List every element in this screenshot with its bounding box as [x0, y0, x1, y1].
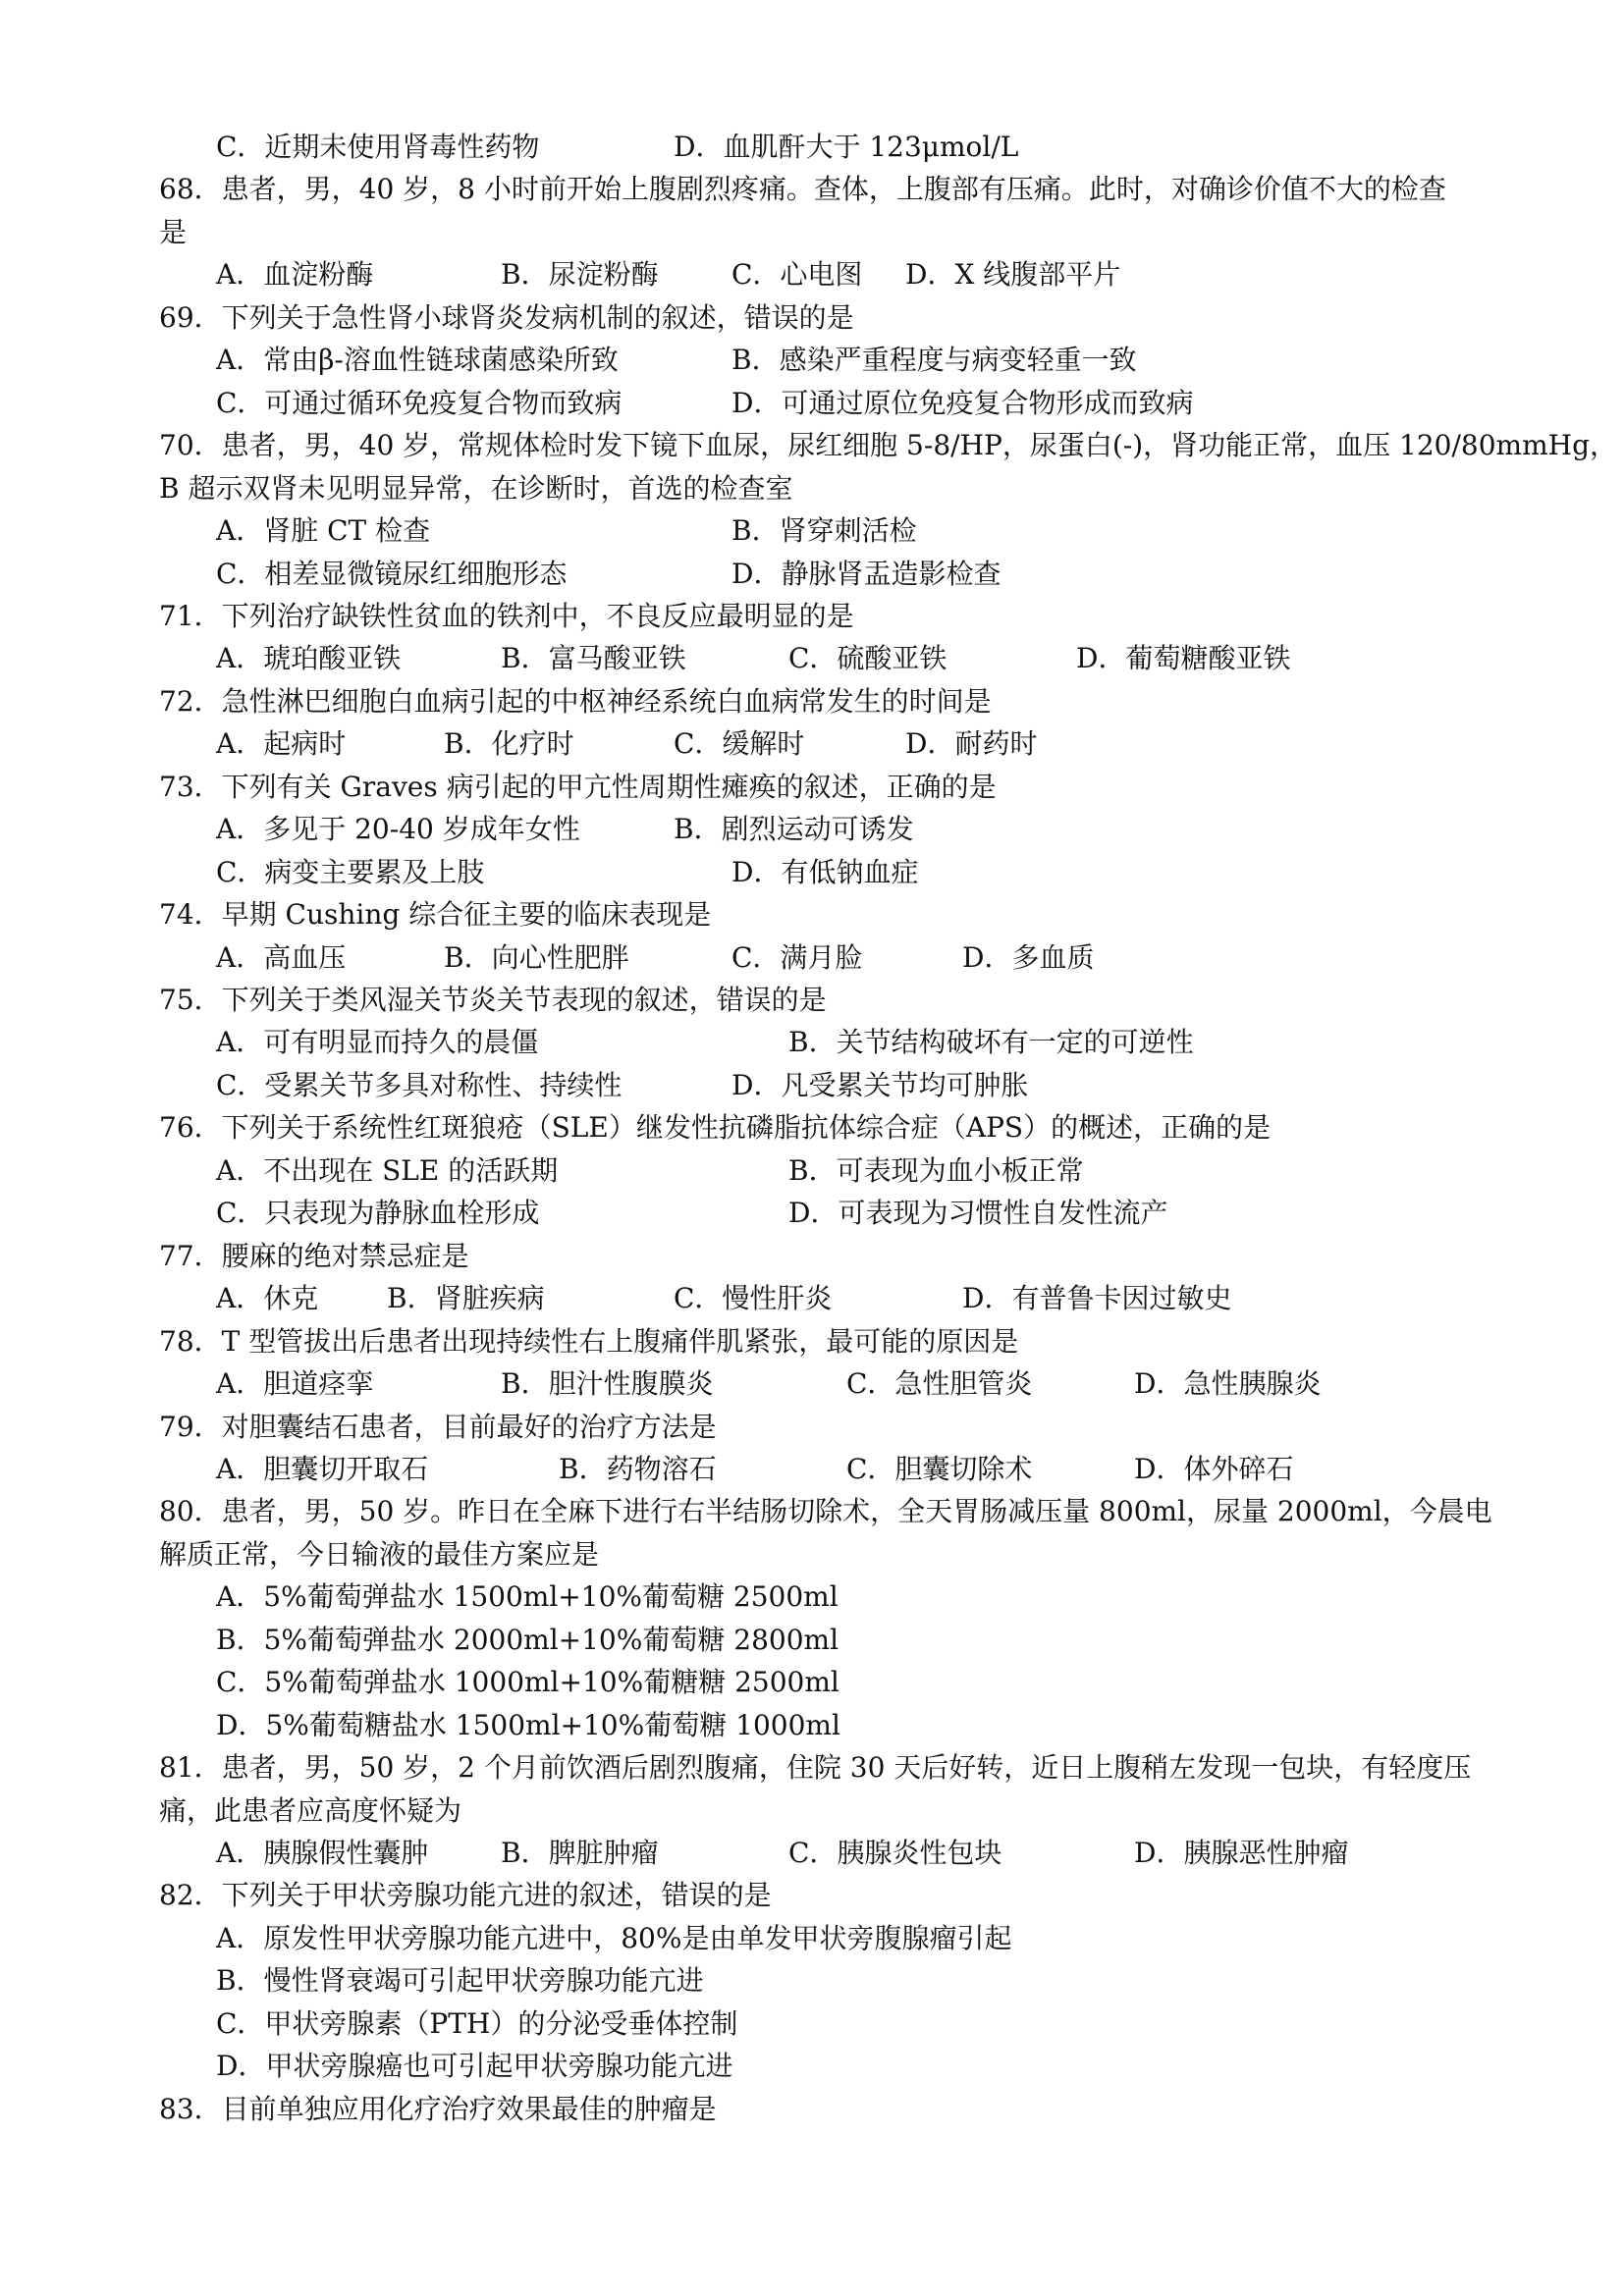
answer-option: B．肾脏疾病	[387, 1282, 545, 1315]
answer-option: A．琥珀酸亚铁	[216, 642, 402, 675]
question-line: 83．目前单独应用化疗治疗效果最佳的肿瘤是	[159, 2092, 717, 2125]
answer-option: C．相差显微镜尿红细胞形态	[216, 557, 568, 590]
answer-option: B．剧烈运动可诱发	[674, 813, 914, 846]
answer-option: B．慢性肾衰竭可引起甲状旁腺功能亢进	[216, 1964, 704, 1998]
answer-option: B．富马酸亚铁	[501, 642, 686, 675]
question-line: 痛，此患者应高度怀疑为	[159, 1793, 462, 1827]
question-line: 72．急性淋巴细胞白血病引起的中枢神经系统白血病常发生的时间是	[159, 684, 992, 718]
answer-option: A．休克	[216, 1282, 319, 1315]
question-line: 73．下列有关 Graves 病引起的甲亢性周期性瘫痪的叙述，正确的是	[159, 770, 997, 803]
answer-option: A．常由β-溶血性链球菌感染所致	[216, 344, 619, 377]
answer-option: D．有低钠血症	[731, 855, 919, 888]
answer-option: C．慢性肝炎	[674, 1282, 833, 1315]
answer-option: D．5%葡萄糖盐水 1500ml+10%葡萄糖 1000ml	[216, 1708, 840, 1741]
answer-option: C．近期未使用肾毒性药物	[216, 131, 540, 163]
answer-option: C．受累关节多具对称性、持续性	[216, 1068, 623, 1101]
answer-option: D．血肌酐大于 123μmol/L	[674, 131, 1019, 163]
answer-option: D．甲状旁腺癌也可引起甲状旁腺功能亢进	[216, 2050, 733, 2083]
question-line: 是	[159, 215, 188, 248]
answer-option: A．可有明显而持久的晨僵	[216, 1026, 539, 1059]
answer-option: D．多血质	[962, 940, 1095, 974]
answer-option: D．凡受累关节均可肿胀	[731, 1068, 1029, 1101]
answer-option: C．甲状旁腺素（PTH）的分泌受垂体控制	[216, 2006, 738, 2040]
answer-option: B．药物溶石	[559, 1452, 717, 1485]
question-line: 68．患者，男，40 岁，8 小时前开始上腹剧烈疼痛。查体，上腹部有压痛。此时，对确诊价值不大的检查	[159, 173, 1446, 206]
answer-option: D．胰腺恶性肿瘤	[1134, 1837, 1349, 1869]
answer-option: B．5%葡萄弹盐水 2000ml+10%葡萄糖 2800ml	[216, 1623, 839, 1656]
answer-option: B．化疗时	[444, 727, 574, 761]
question-line: 78．T 型管拔出后患者出现持续性右上腹痛伴肌紧张，最可能的原因是	[159, 1324, 1019, 1358]
answer-option: D．可表现为习惯性自发性流产	[788, 1197, 1168, 1230]
question-line: 74．早期 Cushing 综合征主要的临床表现是	[159, 898, 712, 932]
question-line: 解质正常，今日输液的最佳方案应是	[159, 1537, 600, 1571]
answer-option: C．病变主要累及上肢	[216, 855, 485, 888]
answer-option: C．满月脸	[731, 940, 863, 974]
answer-option: C．5%葡萄弹盐水 1000ml+10%葡糖糖 2500ml	[216, 1666, 839, 1699]
answer-option: C．胆囊切除术	[846, 1452, 1033, 1485]
answer-option: D．有普鲁卡因过敏史	[962, 1282, 1232, 1315]
answer-option: C．心电图	[731, 258, 863, 292]
answer-option: A．原发性甲状旁腺功能亢进中，80%是由单发甲状旁腹腺瘤引起	[216, 1921, 1012, 1954]
answer-option: A．高血压	[216, 940, 347, 974]
answer-option: A．胰腺假性囊肿	[216, 1837, 429, 1869]
answer-option: A．5%葡萄弹盐水 1500ml+10%葡萄糖 2500ml	[216, 1580, 839, 1614]
answer-option: D．急性胰腺炎	[1134, 1367, 1322, 1401]
question-line: 79．对胆囊结石患者，目前最好的治疗方法是	[159, 1410, 717, 1443]
answer-option: A．胆道痉挛	[216, 1367, 374, 1401]
answer-option: A．不出现在 SLE 的活跃期	[216, 1153, 559, 1187]
question-line: 71．下列治疗缺铁性贫血的铁剂中，不良反应最明显的是	[159, 599, 854, 632]
answer-option: A．起病时	[216, 727, 347, 761]
answer-option: A．肾脏 CT 检查	[216, 514, 431, 548]
answer-option: A．血淀粉酶	[216, 258, 374, 292]
answer-option: B．向心性肥胖	[444, 940, 629, 974]
answer-option: C．缓解时	[674, 727, 805, 761]
question-line: 75．下列关于类风湿关节炎关节表现的叙述，错误的是	[159, 984, 827, 1016]
question-line: 80．患者，男，50 岁。昨日在全麻下进行右半结肠切除术，全天胃肠减压量 800ml，尿量 2000ml，今晨电	[159, 1495, 1492, 1528]
answer-option: C．可通过循环免疫复合物而致病	[216, 386, 623, 419]
answer-option: A．胆囊切开取石	[216, 1452, 429, 1485]
question-line: B 超示双肾未见明显异常，在诊断时，首选的检查室	[159, 471, 793, 505]
answer-option: B．可表现为血小板正常	[788, 1153, 1084, 1187]
answer-option: D．可通过原位免疫复合物形成而致病	[731, 386, 1194, 419]
answer-option: B．胆汁性腹膜炎	[501, 1367, 714, 1401]
answer-option: C．急性胆管炎	[846, 1367, 1033, 1401]
answer-option: D．葡萄糖酸亚铁	[1076, 642, 1291, 675]
answer-option: B．肾穿刺活检	[731, 514, 917, 548]
answer-option: B．关节结构破坏有一定的可逆性	[788, 1026, 1194, 1059]
answer-option: B．脾脏肿瘤	[501, 1837, 659, 1869]
answer-option: D．耐药时	[905, 727, 1038, 761]
question-line: 82．下列关于甲状旁腺功能亢进的叙述，错误的是	[159, 1879, 772, 1912]
answer-option: B．尿淀粉酶	[501, 258, 659, 292]
question-line: 70．患者，男，40 岁，常规体检时发下镜下血尿，尿红细胞 5-8/HP，尿蛋白(-)，肾功能正常，血压 120/80mmHg，	[159, 429, 1618, 462]
answer-option: D．体外碎石	[1134, 1452, 1294, 1485]
question-line: 77．腰麻的绝对禁忌症是	[159, 1239, 469, 1272]
question-line: 76．下列关于系统性红斑狼疮（SLE）继发性抗磷脂抗体综合症（APS）的概述，正确的是	[159, 1111, 1272, 1145]
answer-option: C．硫酸亚铁	[788, 642, 947, 675]
answer-option: C．只表现为静脉血栓形成	[216, 1197, 540, 1230]
answer-option: D．X 线腹部平片	[905, 258, 1121, 292]
question-line: 81．患者，男，50 岁，2 个月前饮酒后剧烈腹痛，住院 30 天后好转，近日上腹稍左发现一包块，有轻度压	[159, 1751, 1472, 1785]
answer-option: A．多见于 20-40 岁成年女性	[216, 813, 580, 846]
question-line: 69．下列关于急性肾小球肾炎发病机制的叙述，错误的是	[159, 300, 854, 334]
answer-option: D．静脉肾盂造影检查	[731, 557, 1001, 590]
answer-option: C．胰腺炎性包块	[788, 1837, 1002, 1869]
answer-option: B．感染严重程度与病变轻重一致	[731, 344, 1137, 377]
